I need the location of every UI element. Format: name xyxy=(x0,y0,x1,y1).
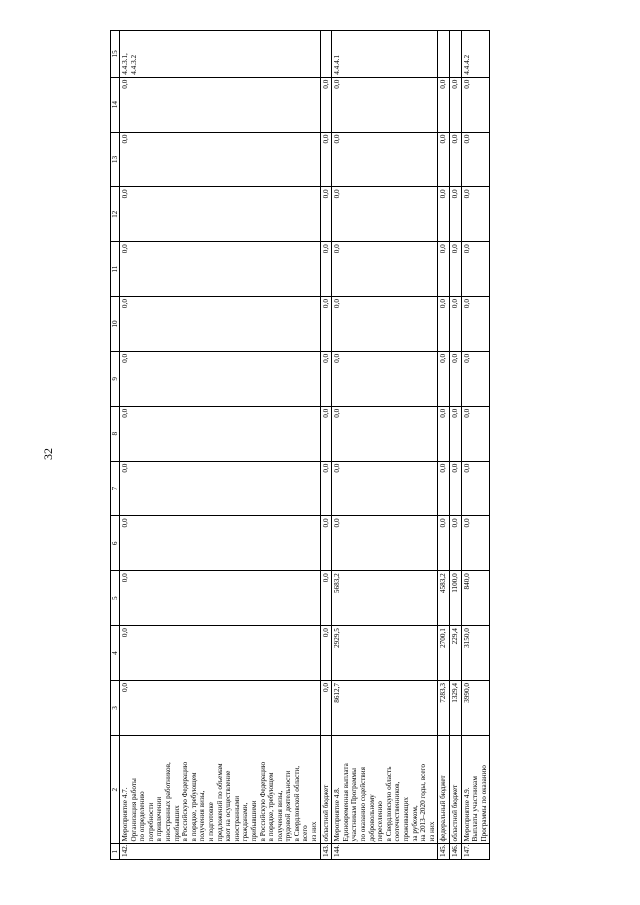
value-cell: 0,0 xyxy=(320,461,332,516)
page-number: 32 xyxy=(41,448,55,460)
value-cell: 0,0 xyxy=(438,242,450,297)
value-cell: 0,0 xyxy=(449,132,461,187)
value-cell: 0,0 xyxy=(461,132,490,187)
description-line: в Российскую Федерацию xyxy=(181,761,190,842)
value-cell: 0,0 xyxy=(120,132,321,187)
description-line: добровольному xyxy=(367,794,376,842)
description-line: трудовой деятельности xyxy=(284,770,293,842)
value-cell: 0,0 xyxy=(332,351,438,406)
description-line: в Свердловской области, xyxy=(292,765,301,842)
value-cell: 0,0 xyxy=(120,351,321,406)
target-reference xyxy=(449,31,461,78)
column-header: 10 xyxy=(111,297,120,352)
target-reference xyxy=(320,31,332,78)
value-cell: 0,0 xyxy=(449,297,461,352)
value-cell: 0,0 xyxy=(332,132,438,187)
row-number: 142. xyxy=(120,844,321,860)
row-number: 146. xyxy=(449,844,461,860)
value-cell: 0,0 xyxy=(449,516,461,571)
value-cell: 0,0 xyxy=(332,461,438,516)
value-cell: 0,0 xyxy=(461,297,490,352)
value-cell: 0,0 xyxy=(449,242,461,297)
value-cell: 0,0 xyxy=(449,351,461,406)
column-header: 2 xyxy=(111,735,120,844)
budget-table xyxy=(110,30,490,860)
row-description xyxy=(438,735,450,844)
value-cell: 0,0 xyxy=(438,461,450,516)
description-line: в привлечении xyxy=(155,796,164,842)
value-cell: 0,0 xyxy=(461,461,490,516)
value-cell: 0,0 xyxy=(332,242,438,297)
row-description xyxy=(449,735,461,844)
value-cell: 0,0 xyxy=(461,242,490,297)
target-reference xyxy=(332,31,438,78)
description-line: Программы по оказанию xyxy=(479,765,488,842)
description-line: соотечественников, xyxy=(393,781,402,842)
value-cell: 0,0 xyxy=(320,187,332,242)
description-line: федеральный бюджет xyxy=(439,775,448,842)
value-cell: 1329,4 xyxy=(449,680,461,735)
table-body xyxy=(120,31,490,860)
target-reference xyxy=(461,31,490,78)
description-line: областной бюджет xyxy=(450,784,459,842)
value-cell: 0,0 xyxy=(120,297,321,352)
description-line: проживающих xyxy=(402,796,410,842)
description-line: Единовременная выплата xyxy=(341,763,350,842)
reference-line: 4.4.4.1 xyxy=(333,54,342,75)
target-reference xyxy=(438,31,450,78)
description-line: гражданами, xyxy=(241,802,250,842)
value-cell: 0,0 xyxy=(438,406,450,461)
value-cell: 0,0 xyxy=(449,77,461,132)
description-line: всего xyxy=(301,825,310,842)
column-header: 7 xyxy=(111,461,120,516)
value-cell: 4583,2 xyxy=(438,571,450,626)
value-cell: 0,0 xyxy=(120,187,321,242)
table-row xyxy=(449,31,461,860)
value-cell: 0,0 xyxy=(320,297,332,352)
value-cell: 0,0 xyxy=(332,406,438,461)
table-row xyxy=(320,31,332,860)
table-row xyxy=(120,31,321,860)
value-cell: 229,4 xyxy=(449,626,461,681)
description-line: областной бюджет xyxy=(321,784,330,842)
column-header: 8 xyxy=(111,406,120,461)
description-line: прибывшими xyxy=(249,800,258,842)
column-header: 15 xyxy=(111,31,120,78)
value-cell: 0,0 xyxy=(120,626,321,681)
value-cell: 0,0 xyxy=(438,516,450,571)
value-cell: 0,0 xyxy=(120,516,321,571)
description-line: предложений по объемам xyxy=(215,763,224,842)
value-cell: 0,0 xyxy=(320,406,332,461)
column-header: 14 xyxy=(111,77,120,132)
description-line: на 2013–2020 годы, всего xyxy=(419,764,428,842)
value-cell: 0,0 xyxy=(320,516,332,571)
value-cell: 0,0 xyxy=(438,77,450,132)
value-cell: 0,0 xyxy=(332,297,438,352)
reference-line: 4.4.3.2 xyxy=(129,54,138,75)
reference-line: 4.4.4.2 xyxy=(462,54,471,75)
description-line: за рубежом, xyxy=(410,805,419,842)
rotated-table-container xyxy=(110,30,610,860)
value-cell: 3990,0 xyxy=(461,680,490,735)
value-cell: 0,0 xyxy=(320,242,332,297)
value-cell: 1100,0 xyxy=(449,571,461,626)
value-cell: 0,0 xyxy=(438,351,450,406)
value-cell: 0,0 xyxy=(320,77,332,132)
value-cell: 0,0 xyxy=(438,297,450,352)
value-cell: 0,0 xyxy=(320,132,332,187)
value-cell: 0,0 xyxy=(461,406,490,461)
row-description xyxy=(332,735,438,844)
column-header: 6 xyxy=(111,516,120,571)
row-number: 145. xyxy=(438,844,450,860)
reference-line: 4.4.3.1, xyxy=(121,53,129,75)
description-line: Мероприятие 4.9. xyxy=(462,787,471,842)
description-line: переселению xyxy=(376,801,385,842)
column-header: 1 xyxy=(111,844,120,860)
description-line: прибывших xyxy=(172,805,181,842)
value-cell: 0,0 xyxy=(120,406,321,461)
value-cell: 0,0 xyxy=(320,351,332,406)
description-line: квот на осуществление xyxy=(224,770,233,842)
value-cell: 0,0 xyxy=(320,626,332,681)
description-line: Мероприятие 4.8. xyxy=(333,787,342,842)
value-cell: 0,0 xyxy=(120,571,321,626)
description-line: потребности xyxy=(146,802,155,842)
value-cell: 3150,0 xyxy=(461,626,490,681)
row-description xyxy=(461,735,490,844)
value-cell: 0,0 xyxy=(120,77,321,132)
value-cell: 0,0 xyxy=(332,77,438,132)
description-line: из них xyxy=(427,821,436,842)
value-cell: 0,0 xyxy=(120,461,321,516)
table-row xyxy=(461,31,490,860)
value-cell: 2700,1 xyxy=(438,626,450,681)
column-header: 3 xyxy=(111,680,120,735)
column-header: 4 xyxy=(111,626,120,681)
row-number: 144. xyxy=(332,844,438,860)
value-cell: 0,0 xyxy=(332,187,438,242)
description-line: из них xyxy=(310,821,319,842)
description-line: в порядке, требующем xyxy=(267,772,276,842)
value-cell: 0,0 xyxy=(120,680,321,735)
description-line: иностранными xyxy=(232,795,241,842)
table-row xyxy=(332,31,438,860)
column-header: 5 xyxy=(111,571,120,626)
column-header: 9 xyxy=(111,351,120,406)
description-line: Мероприятие 4.7. xyxy=(121,787,129,842)
description-line: Организация работы xyxy=(129,778,138,842)
value-cell: 0,0 xyxy=(449,406,461,461)
value-cell: 0,0 xyxy=(461,77,490,132)
description-line: в Российскую Федерацию xyxy=(258,761,267,842)
row-description xyxy=(320,735,332,844)
value-cell: 8612,7 xyxy=(332,680,438,735)
value-cell: 0,0 xyxy=(332,516,438,571)
row-number: 143. xyxy=(320,844,332,860)
value-cell: 0,0 xyxy=(461,187,490,242)
description-line: получения визы, xyxy=(198,790,207,842)
description-line: в порядке, требующем xyxy=(189,772,198,842)
value-cell: 0,0 xyxy=(461,351,490,406)
value-cell: 7283,3 xyxy=(438,680,450,735)
header-row xyxy=(111,31,120,860)
description-line: Выплаты участникам xyxy=(471,776,480,842)
description-line: участникам Программы xyxy=(350,768,359,842)
value-cell: 0,0 xyxy=(120,242,321,297)
value-cell: 0,0 xyxy=(461,516,490,571)
row-number: 147. xyxy=(461,844,490,860)
description-line: по оказанию содействия xyxy=(359,767,368,842)
description-line: в Свердловскую область xyxy=(384,766,393,842)
description-line: по определению xyxy=(138,791,147,842)
row-description xyxy=(120,735,321,844)
value-cell: 0,0 xyxy=(449,187,461,242)
value-cell: 0,0 xyxy=(320,571,332,626)
column-header: 12 xyxy=(111,187,120,242)
description-line: иностранных работников, xyxy=(163,762,172,842)
column-header: 11 xyxy=(111,242,120,297)
value-cell: 840,0 xyxy=(461,571,490,626)
value-cell: 0,0 xyxy=(449,461,461,516)
value-cell: 5683,2 xyxy=(332,571,438,626)
value-cell: 0,0 xyxy=(438,132,450,187)
target-reference xyxy=(120,31,321,78)
value-cell: 0,0 xyxy=(320,680,332,735)
value-cell: 0,0 xyxy=(438,187,450,242)
description-line: получения визы, xyxy=(275,790,284,842)
value-cell: 2929,5 xyxy=(332,626,438,681)
column-header: 13 xyxy=(111,132,120,187)
description-line: и подготовке xyxy=(206,802,215,842)
table-row xyxy=(438,31,450,860)
